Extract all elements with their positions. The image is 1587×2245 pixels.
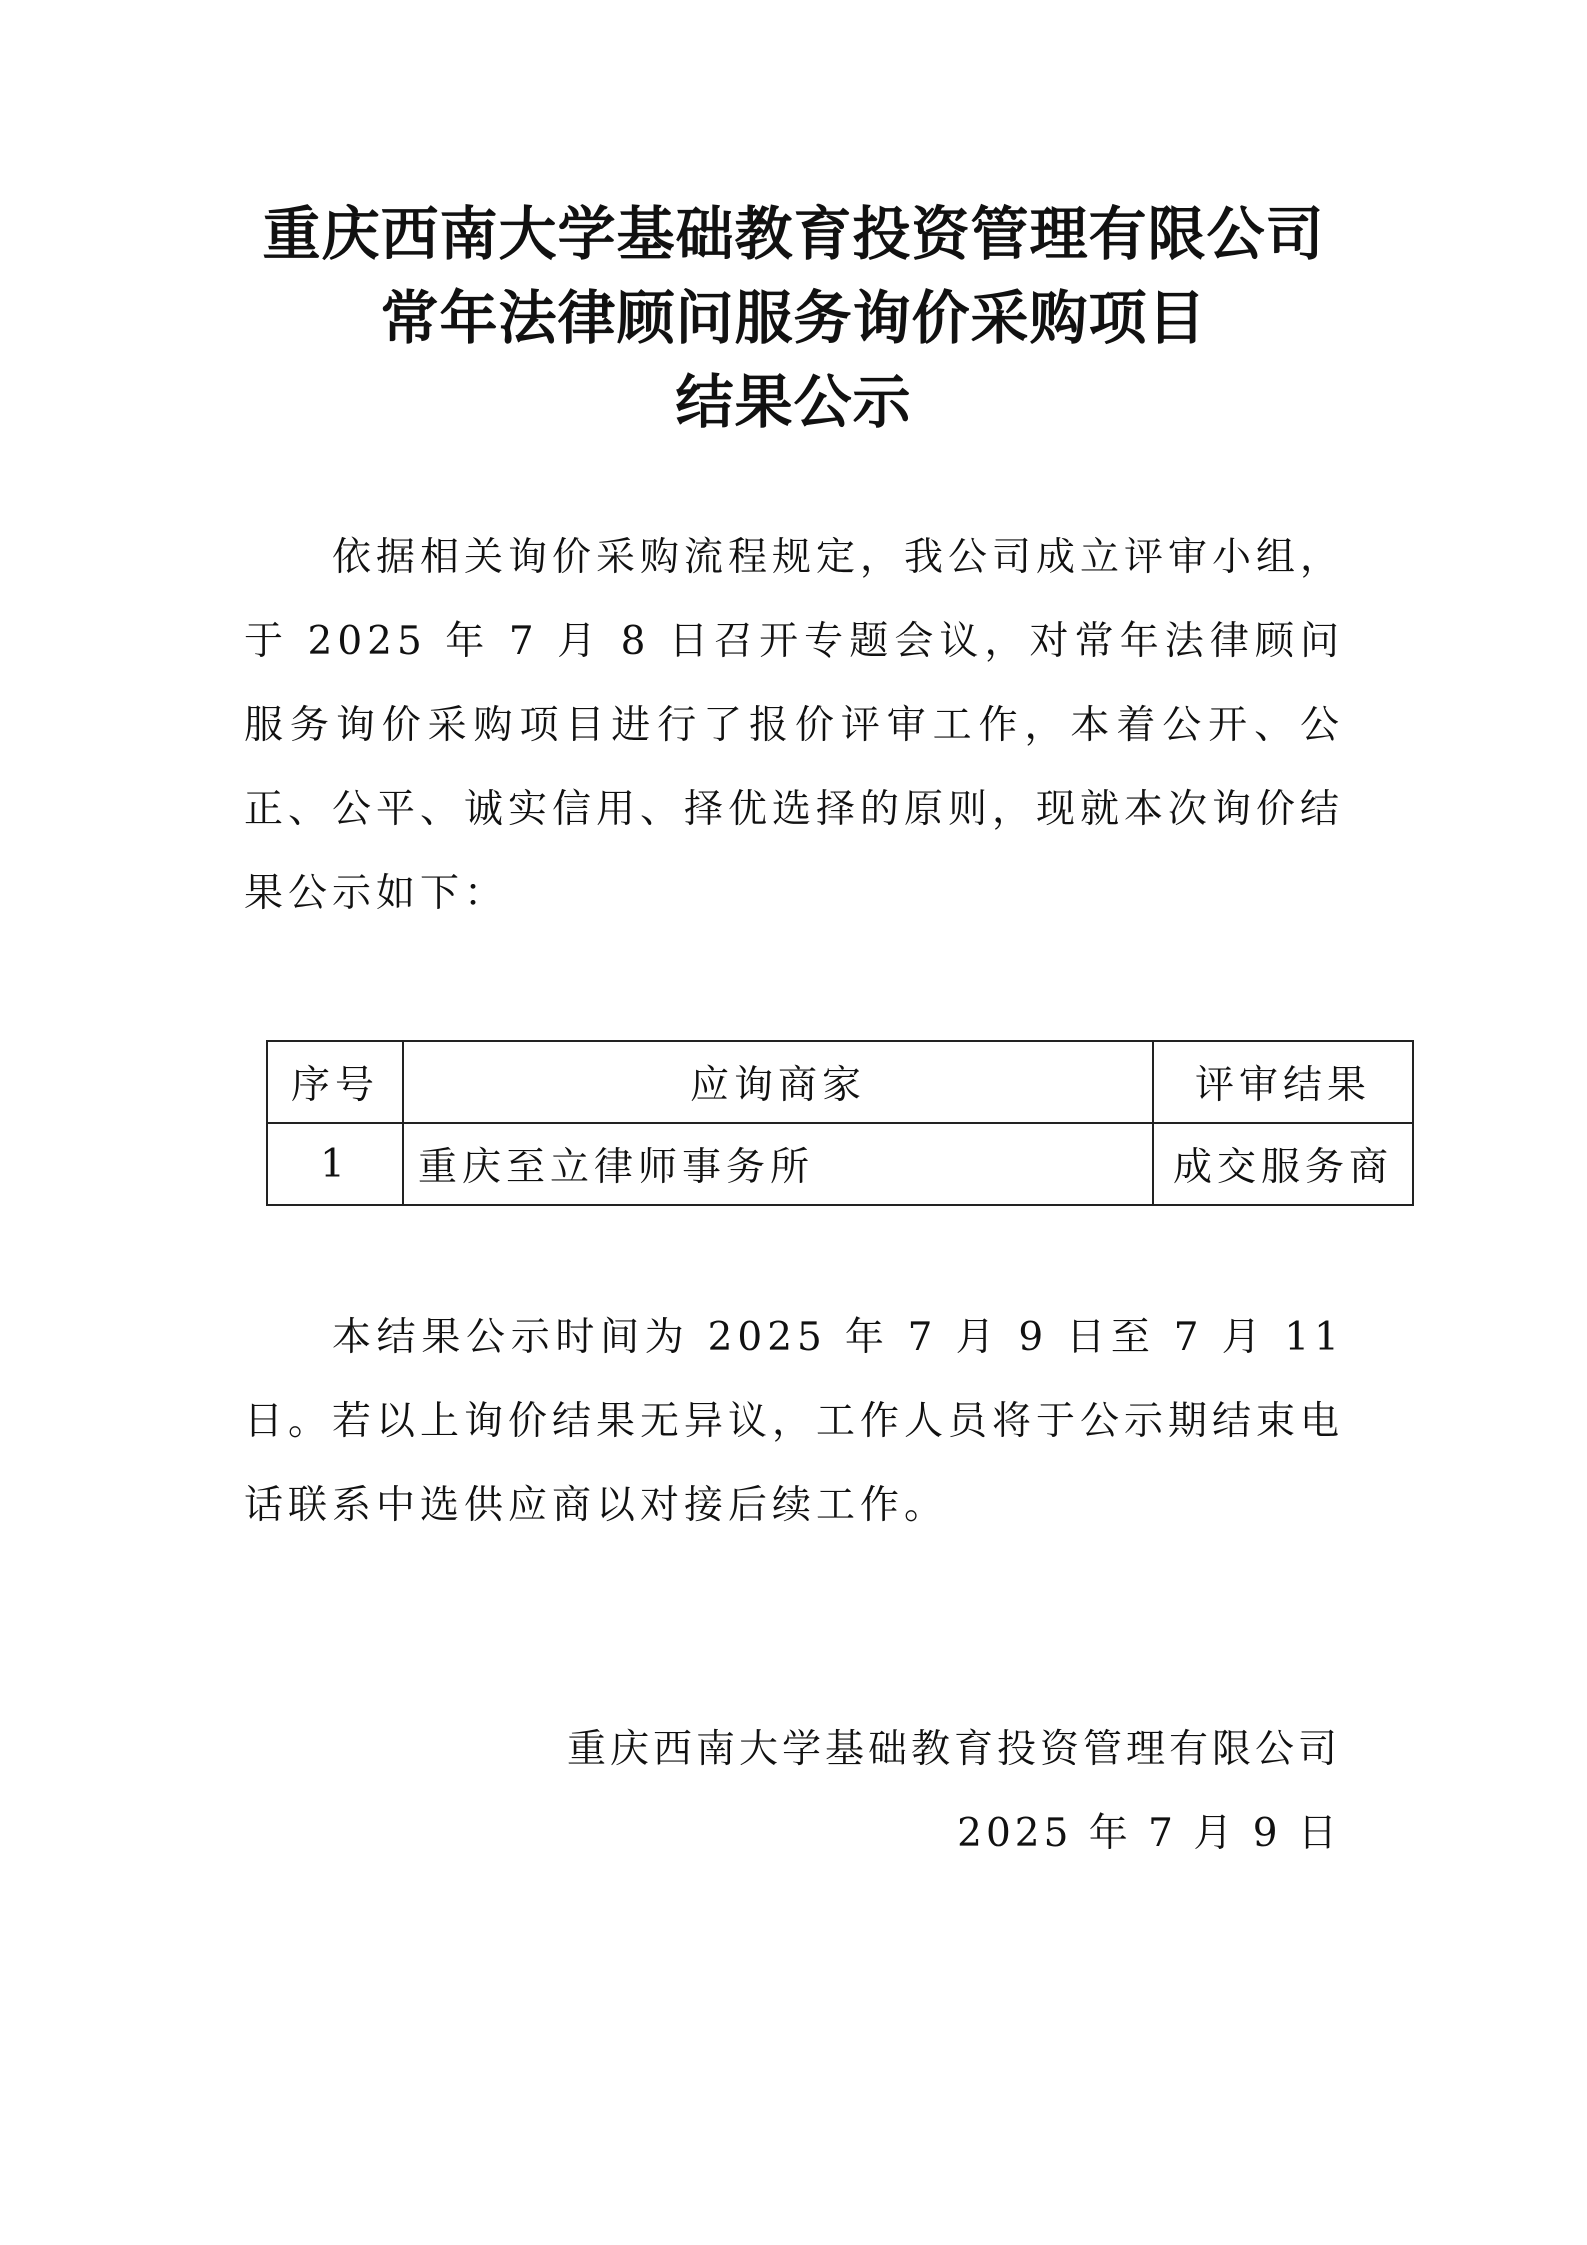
intro-paragraph: 依据相关询价采购流程规定，我公司成立评审小组，于 2025 年 7 月 8 日召开专题会议，对常年法律顾问服务询价采购项目进行了报价评审工作，本着公开、公正、公平、诚实信用、择优选择的原则，现就本次询价结果公示如下： <box>244 535 1345 916</box>
result-table <box>266 1040 1414 1206</box>
signature-company: 重庆西南大学基础教育投资管理有限公司 <box>566 1727 1341 1772</box>
notice-paragraph: 本结果公示时间为 2025 年 7 月 9 日至 7 月 11 日。若以上询价结果无异议，工作人员将于公示期结束电话联系中选供应商以对接后续工作。 <box>244 1315 1345 1528</box>
title-line-3: 结果公示 <box>675 368 912 436</box>
title-line-2: 常年法律顾问服务询价采购项目 <box>380 284 1207 352</box>
header-result: 评审结果 <box>1153 1041 1413 1123</box>
table-row <box>267 1123 1413 1205</box>
header-no: 序号 <box>267 1041 403 1123</box>
row-vendor: 重庆至立律师事务所 <box>403 1123 1153 1205</box>
header-vendor: 应询商家 <box>403 1041 1153 1123</box>
table-header-row <box>267 1041 1413 1123</box>
document-title <box>0 192 1587 444</box>
title-line-1: 重庆西南大学基础教育投资管理有限公司 <box>262 200 1325 268</box>
row-no: 1 <box>267 1123 403 1205</box>
row-result: 成交服务商 <box>1153 1123 1413 1205</box>
signature-date: 2025 年 7 月 9 日 <box>957 1811 1341 1856</box>
